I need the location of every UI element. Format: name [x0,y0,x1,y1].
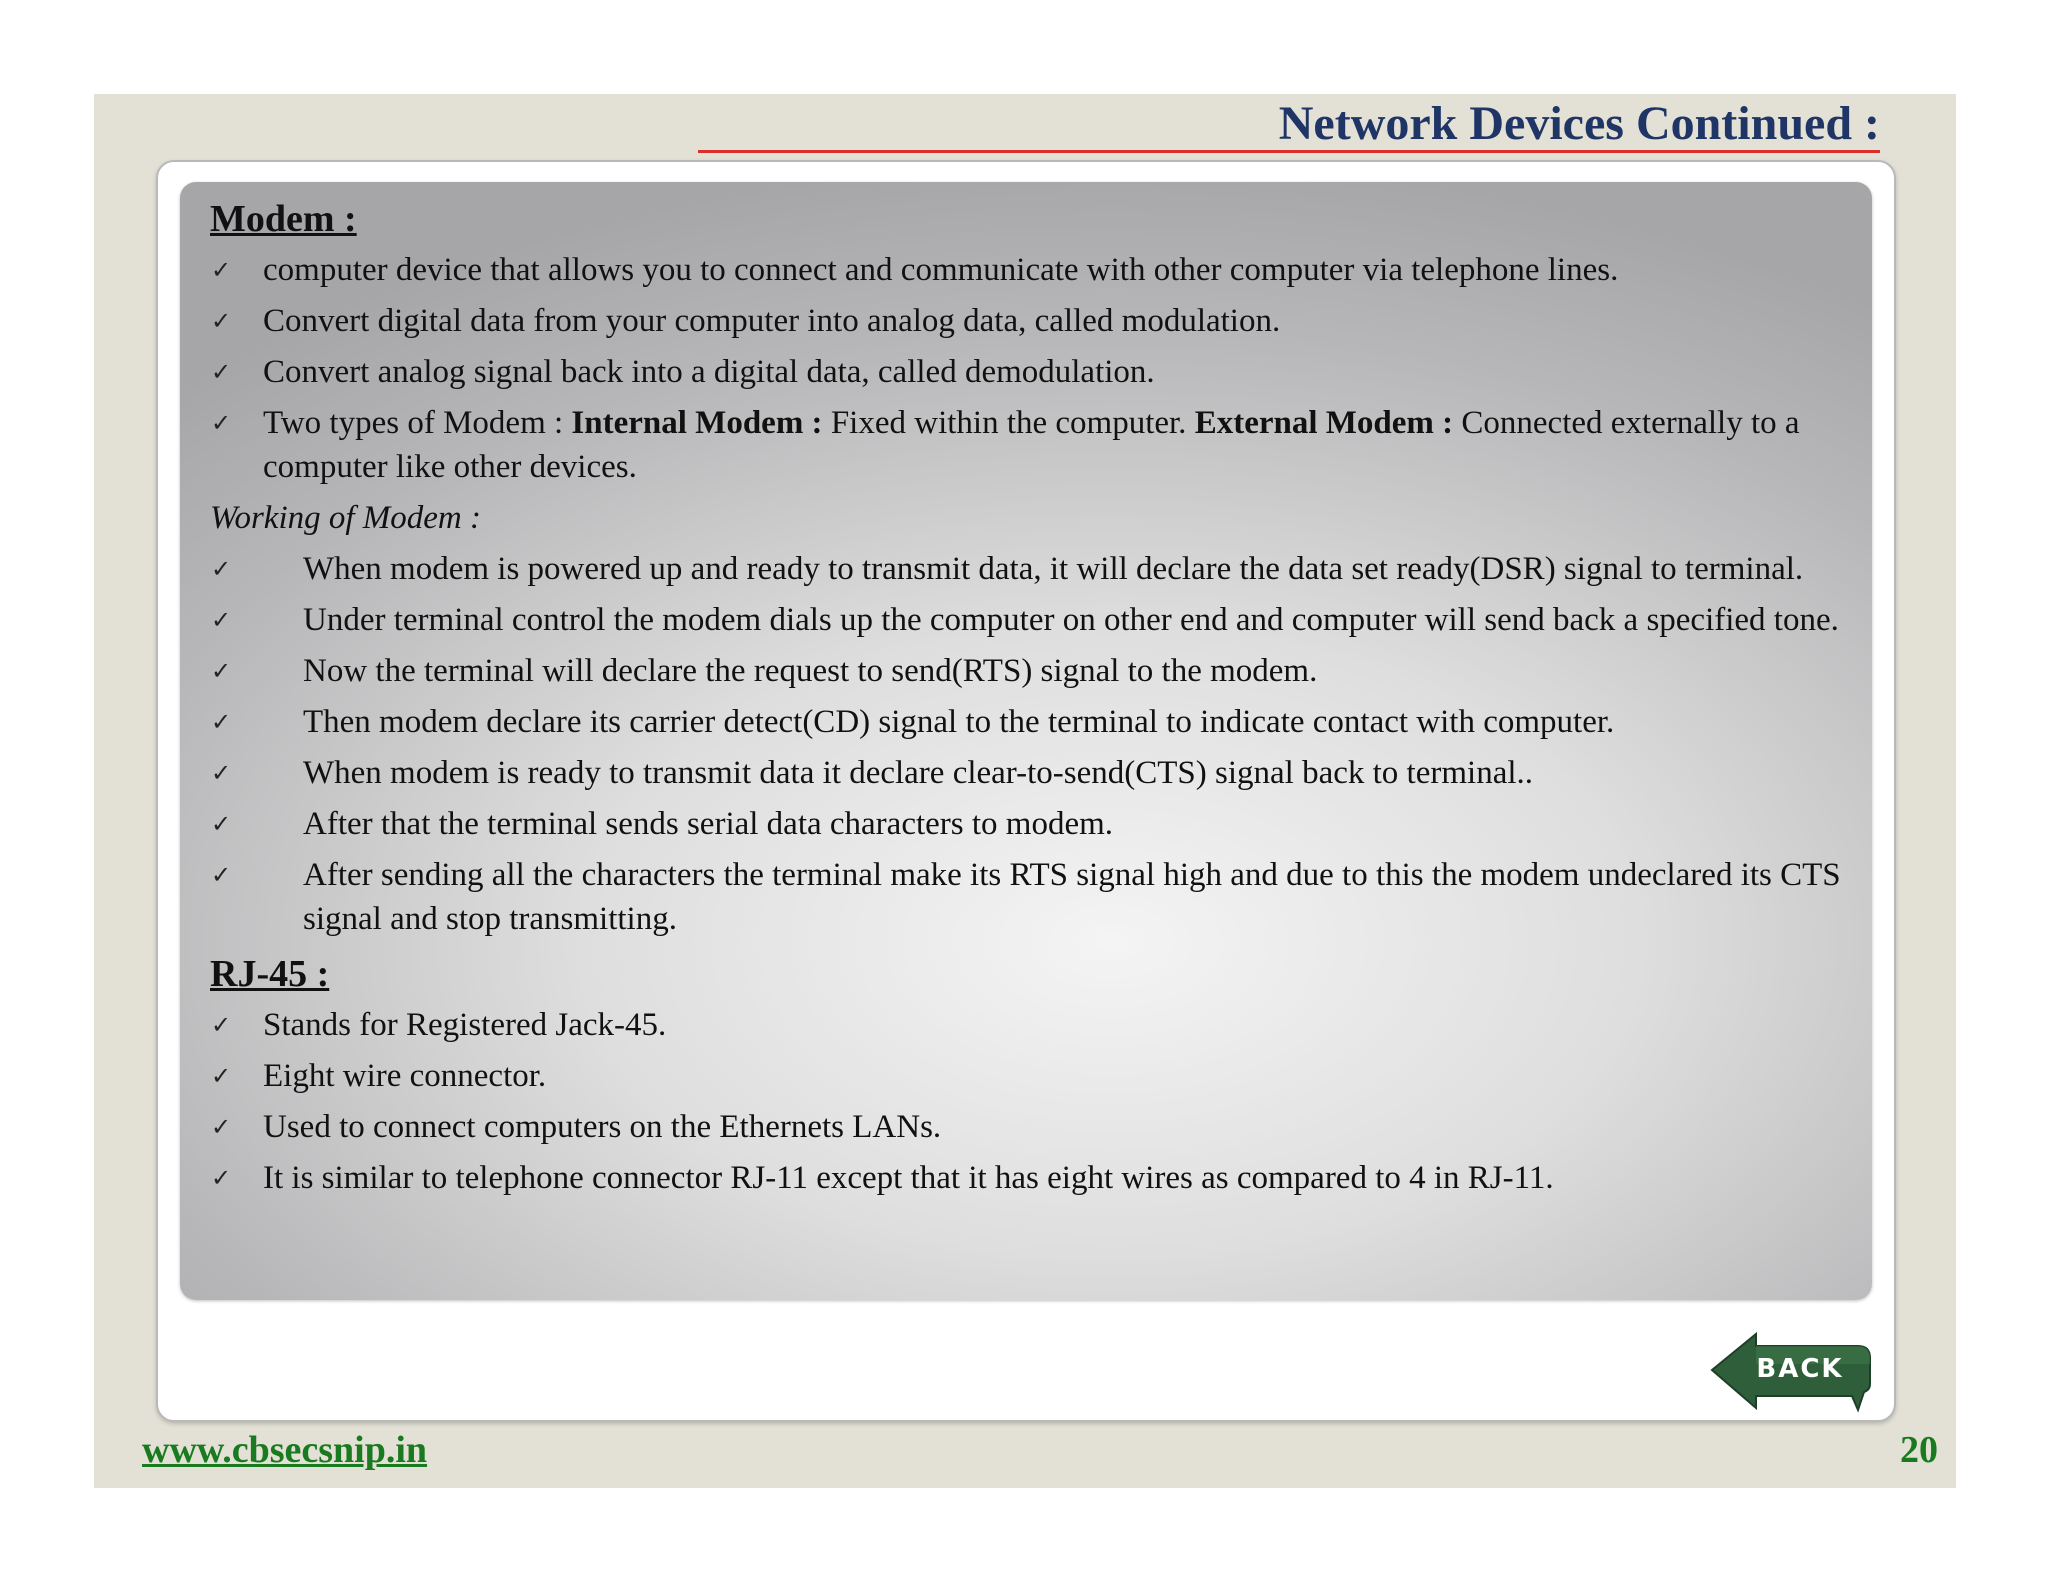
list-item [210,1105,1865,1149]
check-mark-icon: ✓ [211,256,232,284]
website-link[interactable]: www.cbsecsnip.in [142,1429,428,1471]
content-frame [156,160,1896,1422]
working-heading: Working of Modem : [210,500,481,536]
list-item-text: Convert digital data from your computer into analog data, called modulation. [263,303,1281,339]
rj45-heading: RJ-45 : [210,953,330,995]
list-item-text: computer device that allows you to connect and communicate with other computer via telephone lines. [263,252,1619,288]
check-mark-icon: ✓ [211,708,232,736]
check-mark-icon: ✓ [211,657,232,685]
check-mark-icon: ✓ [211,810,232,838]
list-item-text: Then modem declare its carrier detect(CD) signal to the terminal to indicate contact with computer. [303,704,1615,740]
title-underline [698,150,1880,153]
check-mark-icon: ✓ [211,1062,232,1090]
list-item-text: Convert analog signal back into a digital data, called demodulation. [263,354,1155,390]
slide [94,94,1956,1488]
content-body [210,194,1865,1207]
check-mark-icon: ✓ [211,409,232,437]
list-item [210,547,1865,591]
external-modem-label: External Modem : [1194,405,1454,441]
list-item-text: When modem is ready to transmit data it declare clear-to-send(CTS) signal back to terminal.. [303,755,1534,791]
modem-heading: Modem : [210,198,357,240]
external-modem-text: Connected externally to a computer like other devices. [263,405,1800,485]
check-mark-icon: ✓ [211,307,232,335]
list-item [210,1003,1865,1047]
list-item-text: Stands for Registered Jack-45. [263,1007,667,1043]
check-mark-icon: ✓ [211,555,232,583]
internal-modem-text: Fixed within the computer. [822,405,1195,441]
list-item [210,802,1865,846]
list-item [210,299,1865,343]
list-item [210,1054,1865,1098]
list-item-text: When modem is powered up and ready to transmit data, it will declare the data set ready(DSR) signal to terminal. [303,551,1804,587]
check-mark-icon: ✓ [211,358,232,386]
list-item-text: Eight wire connector. [263,1058,547,1094]
list-item-text: Now the terminal will declare the request to send(RTS) signal to the modem. [303,653,1318,689]
list-item [210,598,1865,642]
modem-types-prefix: Two types of Modem : [263,405,572,441]
check-mark-icon: ✓ [211,861,232,889]
list-item-text: After sending all the characters the terminal make its RTS signal high and due to this the modem undeclared its CTS signal and stop transmitting. [303,857,1841,937]
back-button[interactable] [1710,1330,1876,1416]
list-item [210,649,1865,693]
list-item [210,853,1865,941]
check-mark-icon: ✓ [211,759,232,787]
list-item [210,1156,1865,1200]
list-item-text: Used to connect computers on the Ethernets LANs. [263,1109,942,1145]
list-item [210,350,1865,394]
check-mark-icon: ✓ [211,606,232,634]
list-item-text: It is similar to telephone connector RJ-11 except that it has eight wires as compared to 4 in RJ-11. [263,1160,1554,1196]
list-item-modem-types [210,401,1865,489]
list-item [210,248,1865,292]
internal-modem-label: Internal Modem : [571,405,823,441]
list-item [210,700,1865,744]
slide-title: Network Devices Continued : [1278,97,1880,150]
page-number: 20 [1900,1429,1938,1471]
list-item-text: After that the terminal sends serial data characters to modem. [303,806,1114,842]
list-item-text: Under terminal control the modem dials up the computer on other end and computer will send back a specified tone. [303,602,1839,638]
back-button-label: BACK [1756,1354,1844,1384]
content-panel [180,182,1872,1300]
check-mark-icon: ✓ [211,1011,232,1039]
check-mark-icon: ✓ [211,1113,232,1141]
list-item [210,751,1865,795]
check-mark-icon: ✓ [211,1164,232,1192]
